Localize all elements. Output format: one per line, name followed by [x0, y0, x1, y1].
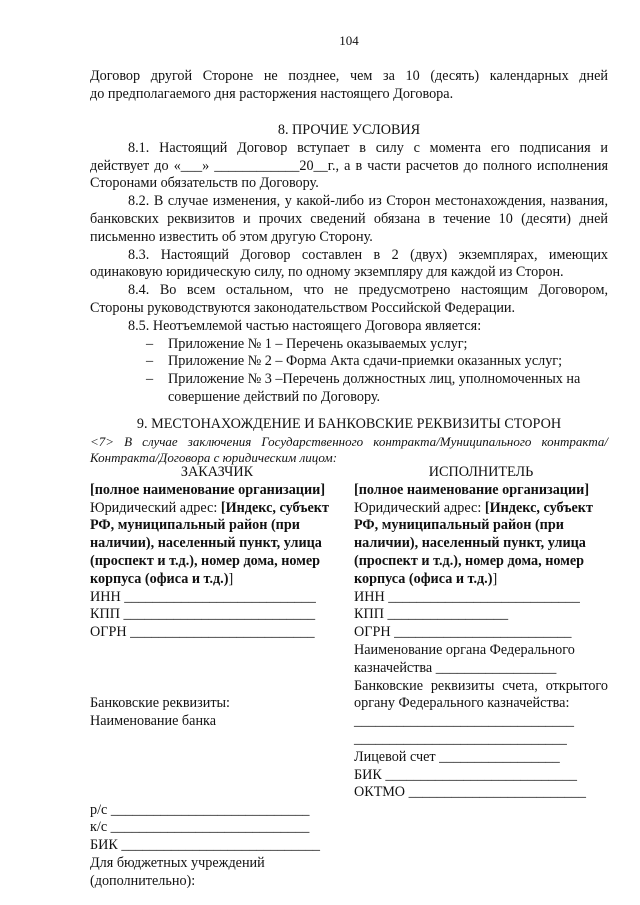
executor-blank-line: _______________________________: [354, 713, 574, 730]
section-9-title: 9. МЕСТОНАХОЖДЕНИЕ И БАНКОВСКИЕ РЕКВИЗИТЫ СТОРОН: [136, 416, 562, 432]
customer-column: [90, 464, 344, 891]
customer-rs: р/с ____________________________: [90, 801, 310, 818]
executor-ogrn: ОГРН _________________________: [354, 624, 572, 641]
customer-kpp: КПП ___________________________: [90, 606, 316, 623]
section-8-title: 8. ПРОЧИЕ УСЛОВИЯ: [277, 122, 421, 138]
customer-ks: к/с ____________________________: [90, 819, 310, 836]
clause-8-2: 8.2. В случае изменения, у какой-либо из Сторон местонахождения, названия, банковских реквизитов и прочих сведений обязана в течение 10 (десяти) дней письменно известить об этом другую Сторону.: [90, 193, 608, 245]
section-9: [90, 416, 608, 466]
executor-column: [354, 464, 608, 891]
customer-bank-requisites: Банковские реквизиты:: [90, 694, 230, 711]
intro-line-2: до предполагаемого дня расторжения настоящего Договора.: [90, 85, 454, 102]
customer-address: Юридический адрес: [Индекс, субъект РФ, муниципальный район (при наличии), населенный пункт, улица (проспект и т.д.), номер дома, номер корпуса (офиса и т.д.)]: [90, 499, 329, 587]
clause-8-1: 8.1. Настоящий Договор вступает в силу с момента его подписания и действует до «___» ____________20__г., а в части расчетов до полного исполнения Сторонами обязательств по Договору.: [90, 139, 608, 192]
customer-budget: Для бюджетных учреждений (дополнительно):: [90, 854, 265, 889]
executor-bik: БИК ___________________________: [354, 766, 577, 783]
appendix-item: – Приложение № 2 – Форма Акта сдачи-приемки оказанных услуг;: [146, 353, 563, 370]
executor-blank-line: ______________________________: [354, 730, 567, 747]
appendix-item: – Приложение № 3 –Перечень должностных лиц, уполномоченных на совершение действий по Договору.: [146, 371, 581, 405]
clause-8-3: 8.3. Настоящий Договор составлен в 2 (двух) экземплярах, имеющих одинаковую юридическую силу, по одному экземпляру для каждой из Сторон.: [90, 246, 608, 281]
executor-oktmo: ОКТМО _________________________: [354, 784, 586, 801]
clause-8-4: 8.4. Во всем остальном, что не предусмотрено настоящим Договором, Стороны руководствуются законодательством Российской Федерации.: [90, 282, 608, 316]
executor-treasury: Наименование органа Федерального казначейства _________________: [354, 641, 575, 676]
customer-spacer: [90, 642, 344, 695]
customer-org: [полное наименование организации]: [90, 481, 326, 498]
executor-bank-requisites: Банковские реквизиты счета, открытого органу Федерального казначейства:: [354, 677, 608, 712]
section-8: [90, 122, 608, 407]
executor-kpp: КПП _________________: [354, 606, 509, 623]
customer-bank-name: Наименование банка: [90, 712, 217, 729]
executor-inn: ИНН ___________________________: [354, 588, 580, 605]
executor-heading: ИСПОЛНИТЕЛЬ: [428, 464, 534, 480]
customer-inn: ИНН ___________________________: [90, 588, 316, 605]
page-number: 104: [339, 33, 359, 48]
requisites-columns: [90, 464, 608, 891]
clause-8-5: 8.5. Неотъемлемой частью настоящего Договора является:: [128, 317, 482, 334]
section-9-note: <7> В случае заключения Государственного контракта/Муниципального контракта/Контракта/Договора с юридическим лицом:: [90, 433, 608, 465]
customer-ogrn: ОГРН __________________________: [90, 624, 315, 641]
intro-line-1: Договор другой Стороне не позднее, чем за 10 (десять) календарных дней: [90, 68, 608, 84]
customer-heading: ЗАКАЗЧИК: [180, 464, 254, 480]
intro-paragraph: [90, 68, 608, 104]
executor-personal-account: Лицевой счет _________________: [354, 748, 560, 765]
customer-bik: БИК ____________________________: [90, 837, 321, 854]
customer-spacer: [90, 731, 344, 802]
appendix-item: – Приложение № 1 – Перечень оказываемых услуг;: [146, 335, 468, 352]
executor-org: [полное наименование организации]: [354, 481, 590, 498]
executor-address: Юридический адрес: [Индекс, субъект РФ, муниципальный район (при наличии), населенный пункт, улица (проспект и т.д.), номер дома, номер корпуса (офиса и т.д.)]: [354, 499, 593, 587]
